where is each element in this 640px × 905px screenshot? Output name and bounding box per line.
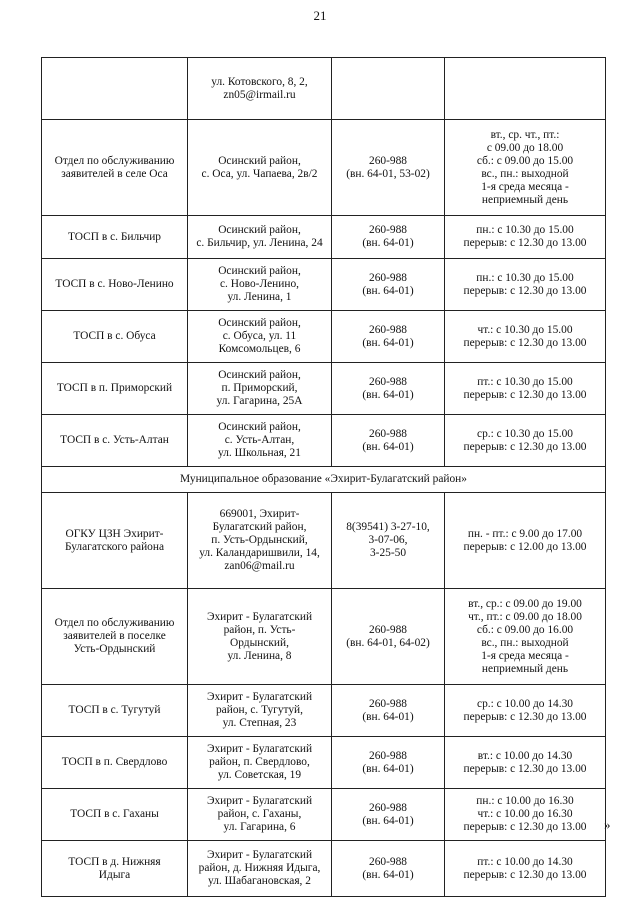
address-cell: Эхирит - Булагатский район, д. Нижняя Идыга, ул. Шабагановская, 2: [188, 841, 332, 897]
address-cell: Осинский район, с. Бильчир, ул. Ленина, 24: [188, 216, 332, 259]
office-name-cell: ТОСП в с. Гаханы: [42, 789, 188, 841]
phone-cell: 260-988 (вн. 64-01): [332, 737, 445, 789]
phone-cell: 260-988 (вн. 64-01, 64-02): [332, 589, 445, 685]
phone-cell: 260-988 (вн. 64-01): [332, 311, 445, 363]
office-name-cell: Отдел по обслуживанию заявителей в поселке Усть-Ордынский: [42, 589, 188, 685]
table-row: [42, 737, 606, 789]
table-row: [42, 415, 606, 467]
address-cell: Эхирит - Булагатский район, с. Гаханы, ул. Гагарина, 6: [188, 789, 332, 841]
address-cell: Осинский район, с. Обуса, ул. 11 Комсомольцев, 6: [188, 311, 332, 363]
closing-quote: »: [604, 817, 611, 832]
hours-cell: чт.: с 10.30 до 15.00 перерыв: с 12.30 до 13.00: [445, 311, 606, 363]
table-row: [42, 120, 606, 216]
table-row: [42, 311, 606, 363]
office-name-cell: ТОСП в с. Тугутуй: [42, 685, 188, 737]
table-row: [42, 259, 606, 311]
office-name-cell: ТОСП в с. Бильчир: [42, 216, 188, 259]
section-title: Муниципальное образование «Эхирит-Булагатский район»: [42, 467, 606, 493]
table-row: [42, 589, 606, 685]
address-cell: Осинский район, с. Усть-Алтан, ул. Школьная, 21: [188, 415, 332, 467]
address-cell: Эхирит - Булагатский район, с. Тугутуй, ул. Степная, 23: [188, 685, 332, 737]
table-row: [42, 58, 606, 120]
table-row: [42, 685, 606, 737]
hours-cell: вт.: с 10.00 до 14.30 перерыв: с 12.30 до 13.00: [445, 737, 606, 789]
hours-cell: [445, 58, 606, 120]
address-cell: Осинский район, с. Ново-Ленино, ул. Ленина, 1: [188, 259, 332, 311]
address-cell: 669001, Эхирит- Булагатский район, п. Усть-Ордынский, ул. Каландаришвили, 14, zan06@mail.ru: [188, 493, 332, 589]
phone-cell: 260-988 (вн. 64-01): [332, 363, 445, 415]
phone-cell: [332, 58, 445, 120]
hours-cell: пт.: с 10.30 до 15.00 перерыв: с 12.30 до 13.00: [445, 363, 606, 415]
office-name-cell: ОГКУ ЦЗН Эхирит- Булагатского района: [42, 493, 188, 589]
hours-cell: пн.: с 10.00 до 16.30 чт.: с 10.00 до 16.30 перерыв: с 12.30 до 13.00: [445, 789, 606, 841]
address-cell: Эхирит - Булагатский район, п. Свердлово, ул. Советская, 19: [188, 737, 332, 789]
office-name-cell: ТОСП в п. Свердлово: [42, 737, 188, 789]
office-name-cell: ТОСП в д. Нижняя Идыга: [42, 841, 188, 897]
offices-table: [41, 57, 606, 897]
office-name-cell: ТОСП в с. Обуса: [42, 311, 188, 363]
hours-cell: пн. - пт.: с 9.00 до 17.00 перерыв: с 12.00 до 13.00: [445, 493, 606, 589]
table-row: [42, 789, 606, 841]
hours-cell: пт.: с 10.00 до 14.30 перерыв: с 12.30 до 13.00: [445, 841, 606, 897]
phone-cell: 260-988 (вн. 64-01): [332, 216, 445, 259]
office-name-cell: ТОСП в с. Усть-Алтан: [42, 415, 188, 467]
table-row: [42, 493, 606, 589]
phone-cell: 8(39541) 3-27-10, 3-07-06, 3-25-50: [332, 493, 445, 589]
phone-cell: 260-988 (вн. 64-01): [332, 685, 445, 737]
hours-cell: пн.: с 10.30 до 15.00 перерыв: с 12.30 до 13.00: [445, 216, 606, 259]
phone-cell: 260-988 (вн. 64-01): [332, 259, 445, 311]
address-cell: Осинский район, п. Приморский, ул. Гагарина, 25А: [188, 363, 332, 415]
address-cell: ул. Котовского, 8, 2, zn05@irmail.ru: [188, 58, 332, 120]
hours-cell: ср.: с 10.00 до 14.30 перерыв: с 12.30 до 13.00: [445, 685, 606, 737]
hours-cell: вт., ср.: с 09.00 до 19.00 чт., пт.: с 09.00 до 18.00 сб.: с 09.00 до 16.00 вс., пн.: выходной 1-я среда месяца - неприемный день: [445, 589, 606, 685]
table-row: [42, 363, 606, 415]
phone-cell: 260-988 (вн. 64-01): [332, 415, 445, 467]
phone-cell: 260-988 (вн. 64-01): [332, 841, 445, 897]
office-name-cell: Отдел по обслуживанию заявителей в селе Оса: [42, 120, 188, 216]
phone-cell: 260-988 (вн. 64-01, 53-02): [332, 120, 445, 216]
page-number: 21: [313, 8, 327, 23]
hours-cell: ср.: с 10.30 до 15.00 перерыв: с 12.30 до 13.00: [445, 415, 606, 467]
hours-cell: пн.: с 10.30 до 15.00 перерыв: с 12.30 до 13.00: [445, 259, 606, 311]
office-name-cell: ТОСП в п. Приморский: [42, 363, 188, 415]
hours-cell: вт., ср. чт., пт.: с 09.00 до 18.00 сб.: с 09.00 до 15.00 вс., пн.: выходной 1-я среда месяца - неприемный день: [445, 120, 606, 216]
address-cell: Эхирит - Булагатский район, п. Усть- Ордынский, ул. Ленина, 8: [188, 589, 332, 685]
address-cell: Осинский район, с. Оса, ул. Чапаева, 2в/2: [188, 120, 332, 216]
phone-cell: 260-988 (вн. 64-01): [332, 789, 445, 841]
table-row: [42, 841, 606, 897]
office-name-cell: [42, 58, 188, 120]
office-name-cell: ТОСП в с. Ново-Ленино: [42, 259, 188, 311]
table-row: [42, 216, 606, 259]
section-row: [42, 467, 606, 493]
